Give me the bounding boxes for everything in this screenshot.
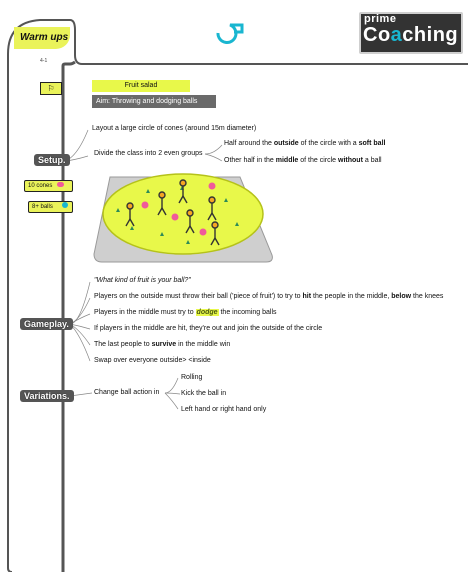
gameplay-label: Gameplay. — [20, 318, 73, 330]
gameplay-line-3: If players in the middle are hit, they're out and join the outside of the circle — [94, 325, 323, 332]
logo-a-whistle: a — [390, 24, 403, 46]
equipment-balls: 8+ balls — [28, 201, 73, 213]
whistle-icon — [218, 25, 242, 42]
activity-title: Fruit salad — [92, 80, 190, 92]
gameplay-connectors — [70, 282, 90, 361]
gameplay-line-1: Players on the outside must throw their ball ('piece of fruit') to try to hit the people in the middle, below the knees — [94, 293, 444, 300]
logo-prime-text: prime — [364, 13, 397, 25]
variation-item: Kick the ball in — [181, 390, 227, 397]
setup-line-1: Layout a large circle of cones (around 15m diameter) — [92, 125, 257, 132]
logo-ching: ching — [402, 24, 459, 46]
setup-group-outside: Half around the outside of the circle with a soft ball — [224, 140, 386, 147]
section-tab: Warm ups — [14, 27, 70, 49]
activity-aim: Aim: Throwing and dodging balls — [92, 95, 216, 108]
variations-root: Change ball action in — [94, 389, 160, 396]
equipment-cones: 10 cones — [24, 180, 73, 192]
setup-group-middle: Other half in the middle of the circle without a ball — [224, 157, 382, 164]
logo-coaching-text — [363, 24, 458, 47]
gameplay-line-4: The last people to survive in the middle win — [94, 341, 231, 348]
arena-illustration — [94, 174, 272, 262]
cone-icon — [57, 182, 64, 187]
gameplay-quote: "What kind of fruit is your ball?" — [94, 277, 191, 284]
ball-icon — [62, 202, 68, 208]
setup-line-2: Divide the class into 2 even groups — [94, 150, 203, 157]
variation-item: Left hand or right hand only — [181, 406, 267, 413]
variation-item: Rolling — [181, 374, 203, 381]
setup-label: Setup. — [34, 154, 70, 166]
page-number: 4-1 — [40, 58, 48, 64]
gameplay-line-2: Players in the middle must try to dodge the incoming balls — [94, 309, 277, 316]
frame-outer-line — [8, 54, 12, 572]
activity-icon: ⚐ — [40, 82, 62, 95]
frame-left-line — [63, 62, 75, 572]
setup-connectors — [60, 130, 222, 162]
gameplay-line-5: Swap over everyone outside> <inside — [94, 357, 211, 364]
logo-co: Co — [363, 24, 391, 46]
variations-label: Variations. — [20, 390, 74, 402]
dodge-word: dodge — [196, 309, 218, 316]
